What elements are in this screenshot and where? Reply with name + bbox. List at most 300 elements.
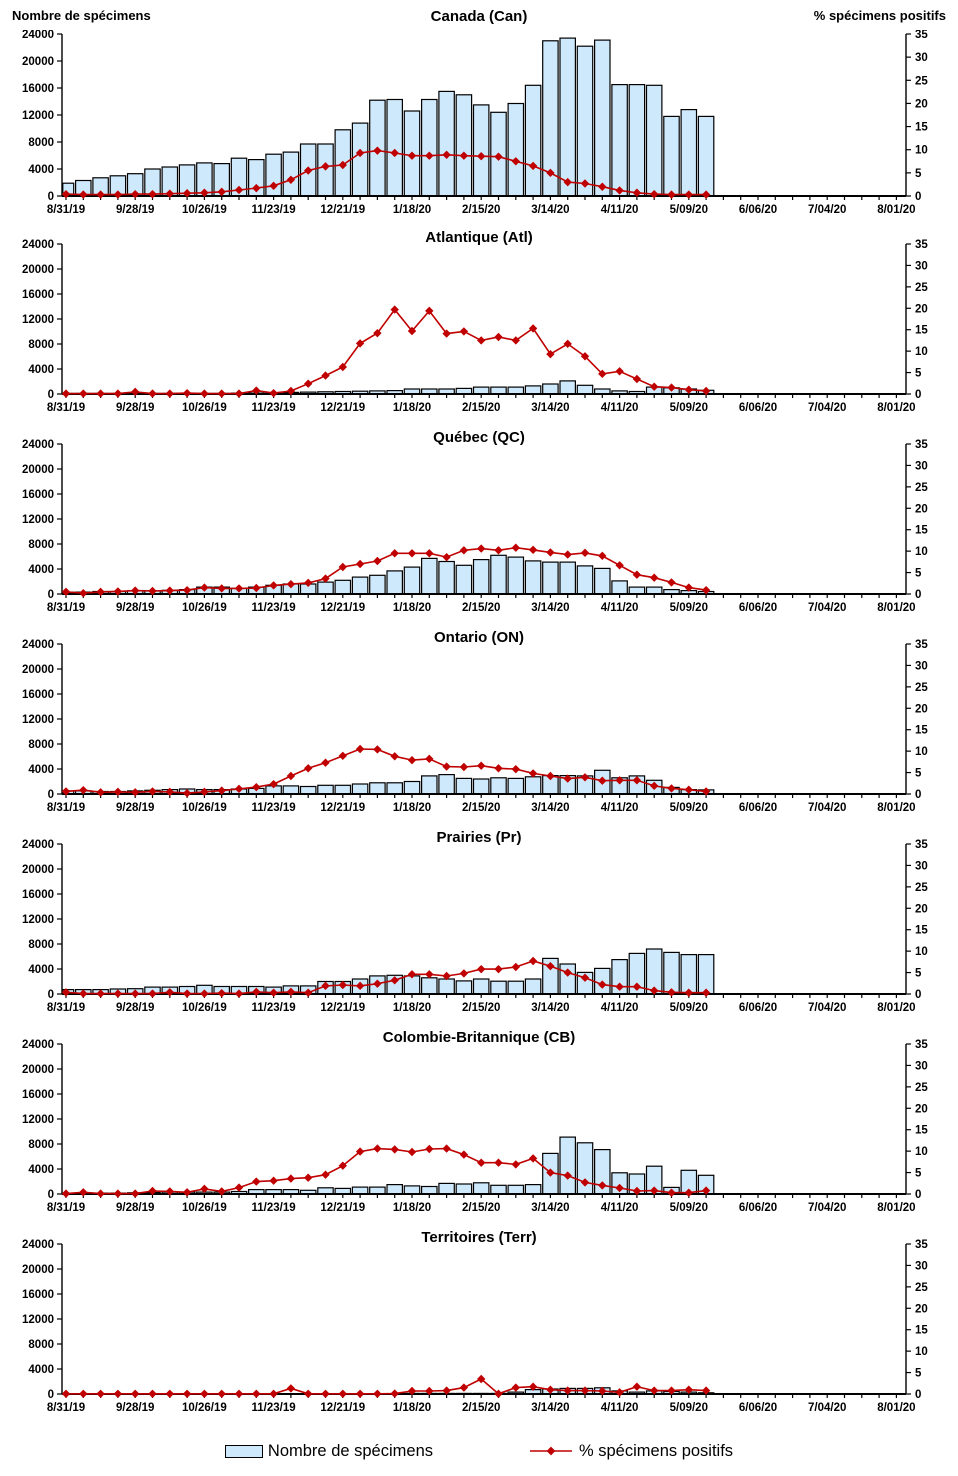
pct-positive-marker <box>235 1183 243 1191</box>
panel-ontario <box>0 628 958 828</box>
pct-positive-marker <box>304 380 312 388</box>
specimen-bar <box>525 1185 540 1194</box>
left-axis-tick-label: 20000 <box>22 864 54 876</box>
left-axis-tick-label: 16000 <box>22 289 54 301</box>
specimen-bar <box>404 1186 419 1194</box>
specimen-bar <box>456 565 471 594</box>
left-axis-tick-label: 16000 <box>22 1289 54 1301</box>
pct-positive-marker <box>96 1189 104 1197</box>
pct-positive-marker <box>321 1390 329 1398</box>
right-axis-tick-label: 35 <box>915 839 928 851</box>
right-axis-tick-label: 35 <box>915 1039 928 1051</box>
specimen-bar <box>525 979 540 994</box>
x-axis-tick-label: 5/09/20 <box>669 802 708 814</box>
left-axis-tick-label: 0 <box>47 989 54 1001</box>
left-axis-tick-label: 4000 <box>28 364 54 376</box>
specimen-bar <box>491 1185 506 1194</box>
chart-canvas-prairies <box>0 828 958 1028</box>
specimen-bar <box>508 778 523 794</box>
specimen-bar <box>387 571 402 594</box>
legend-bar-swatch <box>225 1445 263 1458</box>
left-axis-tick-label: 20000 <box>22 56 54 68</box>
pct-positive-marker <box>131 1390 139 1398</box>
panel-title-atlantique: Atlantique (Atl) <box>425 229 533 246</box>
right-axis-tick-label: 5 <box>915 1167 922 1180</box>
specimen-bar <box>491 387 506 394</box>
pct-positive-marker <box>512 963 520 971</box>
pct-positive-marker <box>131 788 139 796</box>
specimen-bar <box>456 95 471 196</box>
pct-positive-marker <box>391 1389 399 1397</box>
pct-positive-marker <box>615 367 623 375</box>
pct-positive-marker <box>494 965 502 973</box>
pct-positive-marker <box>148 1390 156 1398</box>
pct-positive-marker <box>633 571 641 579</box>
x-axis-tick-label: 7/04/20 <box>808 402 847 414</box>
pct-positive-line <box>66 1379 706 1394</box>
x-axis-tick-label: 7/04/20 <box>808 204 847 216</box>
left-axis-tick-label: 0 <box>47 389 54 401</box>
specimen-bar <box>577 566 592 594</box>
x-axis-tick-label: 4/11/20 <box>600 602 639 614</box>
x-axis-tick-label: 1/18/20 <box>392 602 432 614</box>
specimen-bar <box>595 568 610 594</box>
legend-item-specimens <box>225 1442 433 1461</box>
legend-line-label: % spécimens positifs <box>579 1441 734 1460</box>
pct-positive-marker <box>218 389 226 397</box>
x-axis-tick-label: 6/06/20 <box>738 1002 778 1014</box>
right-axis-tick-label: 30 <box>915 1060 928 1073</box>
pct-positive-marker <box>512 544 520 552</box>
specimen-bar <box>318 785 333 794</box>
x-axis-tick-label: 3/14/20 <box>531 602 570 614</box>
left-axis-tick-label: 8000 <box>28 739 54 751</box>
right-axis-tick-label: 25 <box>915 1281 928 1294</box>
panel-quebec <box>0 428 958 628</box>
panel-title-territoires: Territoires (Terr) <box>421 1229 537 1246</box>
right-axis-tick-label: 10 <box>915 746 928 759</box>
pct-positive-marker <box>460 1150 468 1158</box>
right-axis-tick-label: 0 <box>915 191 922 203</box>
specimen-bar <box>508 104 523 197</box>
top-header-row <box>0 0 958 30</box>
right-axis-tick-label: 10 <box>915 546 928 559</box>
x-axis-tick-label: 9/28/19 <box>116 1002 155 1014</box>
chart-legend <box>0 1428 958 1474</box>
x-axis-tick-label: 6/06/20 <box>738 402 778 414</box>
left-axis-tick-label: 8000 <box>28 1339 54 1351</box>
pct-positive-marker <box>304 1174 312 1182</box>
specimen-bar <box>352 577 367 594</box>
panel-canada <box>0 30 958 228</box>
pct-positive-marker <box>442 1144 450 1152</box>
x-axis-tick-label: 7/04/20 <box>808 1002 847 1014</box>
x-axis-tick-label: 12/21/19 <box>320 402 366 414</box>
specimen-bar <box>370 575 385 594</box>
pct-positive-marker <box>477 762 485 770</box>
right-axis-tick-label: 25 <box>915 681 928 694</box>
specimen-bar <box>612 85 627 196</box>
left-axis-tick-label: 16000 <box>22 83 54 95</box>
right-axis-tick-label: 0 <box>915 389 922 401</box>
right-axis-tick-label: 15 <box>915 324 928 337</box>
specimen-bar <box>698 116 713 196</box>
pct-positive-marker <box>79 389 87 397</box>
pct-positive-marker <box>494 1159 502 1167</box>
pct-positive-marker <box>96 389 104 397</box>
pct-positive-marker <box>512 1383 520 1391</box>
pct-positive-marker <box>425 1145 433 1153</box>
pct-positive-marker <box>252 1390 260 1398</box>
left-axis-tick-label: 8000 <box>28 539 54 551</box>
x-axis-tick-label: 10/26/19 <box>182 1202 227 1214</box>
pct-positive-marker <box>96 788 104 796</box>
left-axis-tick-label: 8000 <box>28 339 54 351</box>
specimen-bar <box>456 1184 471 1194</box>
specimen-bar <box>474 560 489 594</box>
pct-positive-marker <box>79 1390 87 1398</box>
specimen-bar <box>370 783 385 794</box>
specimen-bar <box>595 40 610 196</box>
pct-positive-marker <box>62 389 70 397</box>
panel-title-prairies: Prairies (Pr) <box>436 829 522 846</box>
right-axis-tick-label: 30 <box>915 1260 928 1273</box>
x-axis-tick-label: 1/18/20 <box>392 204 432 216</box>
pct-positive-marker <box>512 765 520 773</box>
right-axis-tick-label: 25 <box>915 881 928 894</box>
specimen-bar <box>474 1183 489 1194</box>
x-axis-tick-label: 6/06/20 <box>738 204 778 216</box>
right-axis-tick-label: 10 <box>915 1346 928 1359</box>
right-axis-tick-label: 5 <box>915 1367 922 1380</box>
pct-positive-marker <box>460 763 468 771</box>
x-axis-tick-label: 2/15/20 <box>462 602 501 614</box>
right-axis-tick-label: 30 <box>915 460 928 473</box>
x-axis-tick-label: 6/06/20 <box>738 602 778 614</box>
left-axis-tick-label: 12000 <box>22 314 54 326</box>
right-axis-tick-label: 20 <box>915 903 928 916</box>
left-axis-tick-label: 0 <box>47 1389 54 1401</box>
x-axis-tick-label: 5/09/20 <box>669 1202 708 1214</box>
x-axis-tick-label: 11/23/19 <box>251 1202 296 1214</box>
x-axis-tick-label: 9/28/19 <box>116 602 155 614</box>
specimen-bar <box>474 779 489 794</box>
right-axis-tick-label: 15 <box>915 924 928 937</box>
pct-positive-marker <box>339 563 347 571</box>
left-axis-tick-label: 4000 <box>28 764 54 776</box>
x-axis-tick-label: 8/31/19 <box>46 602 86 614</box>
x-axis-tick-label: 4/11/20 <box>600 402 639 414</box>
chart-canvas-canada <box>0 30 958 228</box>
x-axis-tick-label: 11/23/19 <box>251 602 296 614</box>
pct-positive-marker <box>615 1388 623 1396</box>
right-axis-tick-label: 25 <box>915 1081 928 1094</box>
pct-positive-marker <box>425 549 433 557</box>
x-axis-tick-label: 7/04/20 <box>808 802 847 814</box>
left-axis-tick-label: 12000 <box>22 1114 54 1126</box>
x-axis-tick-label: 9/28/19 <box>116 402 155 414</box>
pct-positive-marker <box>235 1390 243 1398</box>
pct-positive-marker <box>321 759 329 767</box>
right-axis-tick-label: 15 <box>915 1124 928 1137</box>
specimen-bar <box>560 1137 575 1194</box>
x-axis-tick-label: 8/01/20 <box>877 402 916 414</box>
specimen-bar <box>352 123 367 196</box>
x-axis-tick-label: 7/04/20 <box>808 1402 847 1414</box>
specimen-bar <box>439 1183 454 1194</box>
right-axis-tick-label: 35 <box>915 639 928 651</box>
pct-positive-marker <box>304 1390 312 1398</box>
pct-positive-marker <box>62 1189 70 1197</box>
pct-positive-marker <box>477 336 485 344</box>
right-axis-tick-label: 5 <box>915 567 922 580</box>
left-axis-tick-label: 8000 <box>28 1139 54 1151</box>
x-axis-tick-label: 8/31/19 <box>46 1202 86 1214</box>
right-axis-tick-label: 20 <box>915 98 928 111</box>
pct-positive-marker <box>321 371 329 379</box>
x-axis-tick-label: 8/31/19 <box>46 204 86 216</box>
x-axis-tick-label: 4/11/20 <box>600 1002 639 1014</box>
left-axis-tick-label: 0 <box>47 589 54 601</box>
specimen-bar <box>474 979 489 994</box>
specimen-bar <box>491 981 506 994</box>
right-axis-tick-label: 25 <box>915 75 928 88</box>
pct-positive-marker <box>339 1390 347 1398</box>
pct-positive-marker <box>529 957 537 965</box>
x-axis-tick-label: 8/31/19 <box>46 1002 86 1014</box>
pct-positive-marker <box>391 549 399 557</box>
pct-positive-marker <box>269 389 277 397</box>
pct-positive-marker <box>391 752 399 760</box>
specimen-bar <box>508 1185 523 1194</box>
specimen-bar <box>439 775 454 794</box>
right-axis-tick-label: 0 <box>915 589 922 601</box>
right-axis-tick-label: 35 <box>915 439 928 451</box>
specimen-bar <box>301 787 316 795</box>
specimen-bar <box>439 91 454 196</box>
pct-positive-marker <box>166 1390 174 1398</box>
right-axis-tick-label: 0 <box>915 789 922 801</box>
panel-title-ontario: Ontario (ON) <box>434 629 524 646</box>
pct-positive-marker <box>252 1177 260 1185</box>
x-axis-tick-label: 1/18/20 <box>392 402 432 414</box>
pct-positive-marker <box>546 350 554 358</box>
specimen-bar <box>352 1187 367 1194</box>
pct-positive-marker <box>598 552 606 560</box>
pct-positive-marker <box>321 1171 329 1179</box>
pct-positive-marker <box>356 1390 364 1398</box>
pct-positive-marker <box>391 1145 399 1153</box>
left-axis-tick-label: 20000 <box>22 1064 54 1076</box>
left-axis-tick-label: 16000 <box>22 889 54 901</box>
left-axis-tick-label: 4000 <box>28 164 54 176</box>
left-axis-tick-label: 12000 <box>22 714 54 726</box>
pct-positive-marker <box>460 969 468 977</box>
left-axis-tick-label: 24000 <box>22 30 54 41</box>
x-axis-tick-label: 12/21/19 <box>320 1402 366 1414</box>
x-axis-tick-label: 8/01/20 <box>877 602 916 614</box>
left-axis-tick-label: 24000 <box>22 1239 54 1251</box>
specimen-bar <box>525 85 540 196</box>
pct-positive-marker <box>114 1189 122 1197</box>
right-axis-tick-label: 10 <box>915 1146 928 1159</box>
pct-positive-marker <box>667 578 675 586</box>
right-axis-tick-label: 20 <box>915 1303 928 1316</box>
specimen-bar <box>404 976 419 994</box>
specimen-bar <box>387 100 402 197</box>
pct-positive-marker <box>425 755 433 763</box>
left-axis-tick-label: 4000 <box>28 1164 54 1176</box>
right-axis-tick-label: 0 <box>915 989 922 1001</box>
pct-positive-marker <box>442 553 450 561</box>
x-axis-tick-label: 5/09/20 <box>669 402 708 414</box>
pct-positive-marker <box>131 1189 139 1197</box>
left-axis-tick-label: 0 <box>47 191 54 203</box>
x-axis-tick-label: 10/26/19 <box>182 802 227 814</box>
legend-bar-label: Nombre de spécimens <box>267 1441 433 1460</box>
pct-positive-marker <box>166 389 174 397</box>
pct-positive-marker <box>564 550 572 558</box>
chart-canvas-colombie-britannique <box>0 1028 958 1228</box>
left-axis-tick-label: 12000 <box>22 914 54 926</box>
pct-positive-marker <box>494 764 502 772</box>
pct-positive-marker <box>633 375 641 383</box>
pct-positive-marker <box>373 1144 381 1152</box>
specimen-bar <box>283 152 298 196</box>
pct-positive-marker <box>200 389 208 397</box>
specimen-bar <box>681 110 696 196</box>
x-axis-tick-label: 1/18/20 <box>392 1002 432 1014</box>
specimen-bar <box>422 776 437 794</box>
chart-canvas-territoires <box>0 1228 958 1428</box>
x-axis-tick-label: 6/06/20 <box>738 1402 778 1414</box>
specimen-bar <box>474 387 489 394</box>
right-axis-tick-label: 35 <box>915 239 928 251</box>
right-axis-tick-label: 20 <box>915 503 928 516</box>
specimen-bar <box>525 561 540 594</box>
pct-positive-marker <box>615 561 623 569</box>
right-axis-tick-label: 20 <box>915 703 928 716</box>
specimen-bar <box>508 387 523 394</box>
left-axis-tick-label: 24000 <box>22 839 54 851</box>
specimen-bar <box>335 785 350 794</box>
left-axis-tick-label: 0 <box>47 1189 54 1201</box>
specimen-bar <box>387 783 402 794</box>
specimen-bar <box>647 85 662 196</box>
pct-positive-marker <box>339 752 347 760</box>
specimen-bar <box>335 580 350 594</box>
pct-positive-marker <box>477 965 485 973</box>
x-axis-tick-label: 8/01/20 <box>877 1202 916 1214</box>
x-axis-tick-label: 2/15/20 <box>462 1002 501 1014</box>
right-axis-tick-label: 15 <box>915 524 928 537</box>
pct-positive-marker <box>356 745 364 753</box>
specimen-bar <box>560 38 575 196</box>
specimen-bar <box>439 562 454 595</box>
specimen-bar <box>577 46 592 196</box>
right-axis-tick-label: 20 <box>915 1103 928 1116</box>
x-axis-tick-label: 5/09/20 <box>669 204 708 216</box>
x-axis-tick-label: 11/23/19 <box>251 1402 296 1414</box>
specimen-bar <box>387 1185 402 1194</box>
pct-positive-marker <box>183 389 191 397</box>
x-axis-tick-label: 1/18/20 <box>392 1402 432 1414</box>
right-axis-tick-label: 15 <box>915 724 928 737</box>
pct-positive-marker <box>235 389 243 397</box>
specimen-bar <box>681 955 696 994</box>
specimen-bar <box>404 567 419 594</box>
specimen-bar <box>422 1187 437 1195</box>
right-axis-tick-label: 0 <box>915 1389 922 1401</box>
pct-positive-marker <box>304 764 312 772</box>
x-axis-tick-label: 12/21/19 <box>320 204 366 216</box>
left-axis-tick-label: 16000 <box>22 689 54 701</box>
left-axis-tick-label: 4000 <box>28 564 54 576</box>
pct-positive-marker <box>62 1390 70 1398</box>
pct-positive-marker <box>287 772 295 780</box>
specimen-bar <box>612 581 627 594</box>
x-axis-tick-label: 5/09/20 <box>669 1002 708 1014</box>
specimen-bar <box>543 384 558 394</box>
x-axis-tick-label: 3/14/20 <box>531 1002 570 1014</box>
x-axis-tick-label: 11/23/19 <box>251 802 296 814</box>
specimen-bar <box>352 784 367 794</box>
panel-title-colombie-britannique: Colombie-Britannique (CB) <box>382 1029 576 1046</box>
x-axis-tick-label: 12/21/19 <box>320 602 366 614</box>
x-axis-tick-label: 2/15/20 <box>462 1402 501 1414</box>
pct-positive-marker <box>442 762 450 770</box>
pct-positive-marker <box>114 389 122 397</box>
pct-positive-marker <box>373 745 381 753</box>
specimen-bar <box>664 116 679 196</box>
specimen-bar <box>577 385 592 394</box>
panel-colombie-britannique <box>0 1028 958 1228</box>
specimen-bar <box>491 778 506 794</box>
specimen-bar <box>456 778 471 794</box>
x-axis-tick-label: 5/09/20 <box>669 602 708 614</box>
right-axis-tick-label: 30 <box>915 260 928 273</box>
x-axis-tick-label: 11/23/19 <box>251 1002 296 1014</box>
x-axis-tick-label: 8/01/20 <box>877 802 916 814</box>
right-axis-tick-label: 5 <box>915 767 922 780</box>
x-axis-tick-label: 9/28/19 <box>116 204 155 216</box>
panel-territoires <box>0 1228 958 1428</box>
specimen-bar <box>422 558 437 594</box>
x-axis-tick-label: 6/06/20 <box>738 802 778 814</box>
specimen-bar <box>318 582 333 594</box>
left-axis-tick-label: 12000 <box>22 1314 54 1326</box>
specimen-bar <box>422 978 437 994</box>
specimen-bar <box>629 85 644 196</box>
right-axis-tick-label: 30 <box>915 52 928 65</box>
specimen-bar <box>560 562 575 594</box>
pct-positive-marker <box>633 1383 641 1391</box>
pct-positive-marker <box>460 1383 468 1391</box>
pct-positive-marker <box>373 1390 381 1398</box>
specimen-bar <box>629 587 644 594</box>
specimen-bar <box>474 105 489 196</box>
x-axis-tick-label: 8/01/20 <box>877 1002 916 1014</box>
x-axis-tick-label: 10/26/19 <box>182 402 227 414</box>
specimen-bar <box>698 955 713 994</box>
right-axis-tick-label: 5 <box>915 167 922 180</box>
specimen-bar <box>283 786 298 794</box>
chart-canvas-quebec <box>0 428 958 628</box>
left-axis-tick-label: 8000 <box>28 137 54 149</box>
left-axis-tick-label: 16000 <box>22 489 54 501</box>
left-axis-tick-label: 8000 <box>28 939 54 951</box>
pct-positive-marker <box>218 1390 226 1398</box>
